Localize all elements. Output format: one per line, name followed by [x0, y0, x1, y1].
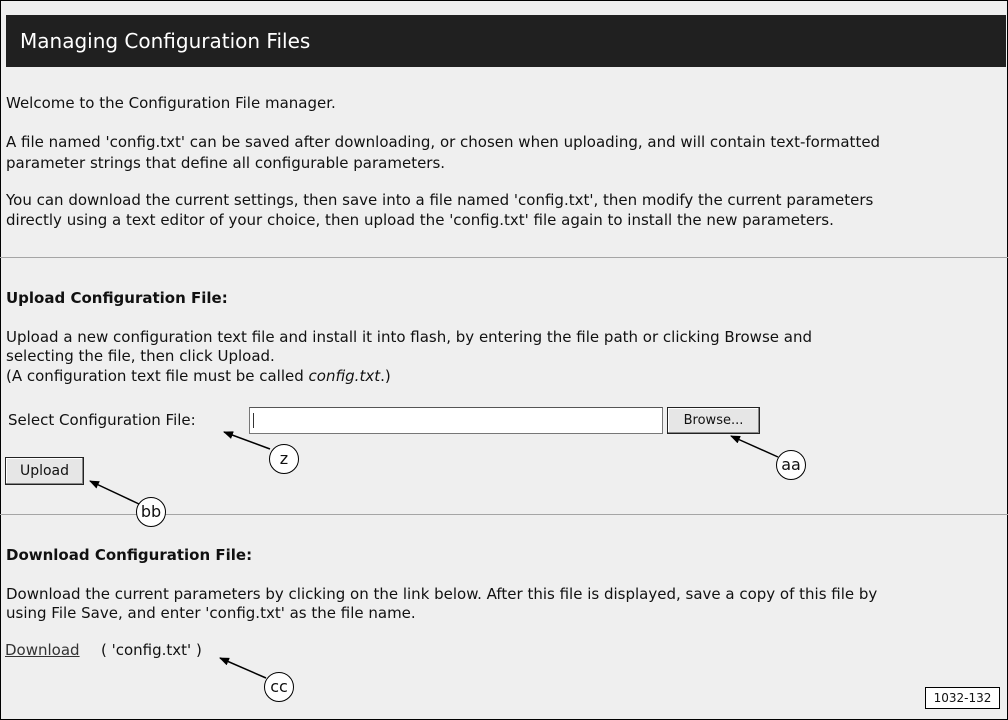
browse-button[interactable]: Browse... [667, 407, 760, 434]
note-suffix: .) [380, 367, 391, 385]
download-filename-note: ( 'config.txt' ) [101, 641, 202, 659]
intro-paragraph-line-1: A file named 'config.txt' can be saved after downloading, or chosen when uploading, and will contain text-formatted [6, 133, 881, 151]
note-prefix: (A configuration text file must be called [6, 367, 309, 385]
upload-button[interactable]: Upload [5, 457, 84, 485]
callout-bb: bb [136, 497, 166, 527]
arrow-bb [90, 481, 139, 504]
callout-z: z [269, 444, 299, 474]
callout-aa: aa [776, 450, 806, 480]
upload-section-heading: Upload Configuration File: [6, 289, 228, 307]
download-instructions-line-2: using File Save, and enter 'config.txt' as the file name. [6, 604, 416, 622]
download-instructions-line-1: Download the current parameters by clicking on the link below. After this file is displayed, save a copy of this file by [6, 585, 878, 603]
figure-code-label: 1032-132 [925, 687, 1000, 709]
intro-paragraph-line-4: directly using a text editor of your choice, then upload the 'config.txt' file again to install the new parameters. [6, 211, 834, 229]
intro-paragraph-line-3: You can download the current settings, then save into a file named 'config.txt', then modify the current parameters [6, 191, 874, 209]
download-link[interactable]: Download [5, 641, 80, 659]
arrow-aa [731, 436, 778, 457]
intro-paragraph-line-2: parameter strings that define all configurable parameters. [6, 154, 446, 172]
select-file-label: Select Configuration File: [8, 411, 196, 429]
arrow-z [224, 432, 270, 449]
page-title: Managing Configuration Files [6, 15, 1006, 67]
welcome-text: Welcome to the Configuration File manager. [6, 94, 336, 112]
callout-cc: cc [264, 672, 294, 702]
download-section-heading: Download Configuration File: [6, 546, 253, 564]
arrow-cc [220, 658, 266, 678]
upload-instructions-line-2: selecting the file, then click Upload. [6, 347, 275, 365]
note-filename: config.txt [308, 367, 381, 385]
upload-instructions-line-1: Upload a new configuration text file and install it into flash, by entering the file path or clicking Browse and [6, 328, 812, 346]
